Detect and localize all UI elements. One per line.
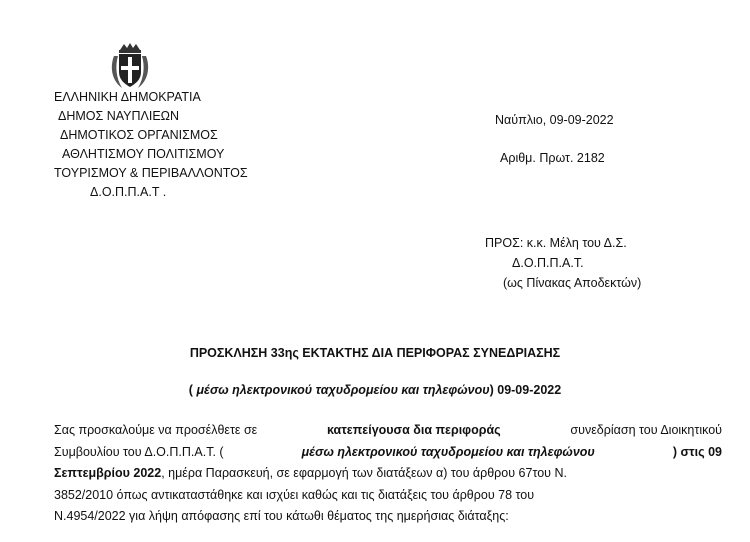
body-text: 3852/2010 όπως αντικαταστάθηκε και ισχύει καθώς και τις διατάξεις του άρθρου 78 του <box>54 487 535 502</box>
recipients-block <box>485 233 641 293</box>
body-text: Συμβουλίου του Δ.Ο.Π.Π.Α.Τ. ( <box>54 444 224 459</box>
recipients-line: ΠΡΟΣ: κ.κ. Μέλη του Δ.Σ. <box>485 236 627 250</box>
sender-block <box>54 88 248 202</box>
body-line <box>54 420 722 442</box>
body-emphasis: μέσω ηλεκτρονικού ταχυδρομείου και τηλεφώνου <box>301 444 595 459</box>
body-line <box>54 506 722 528</box>
body-text: Σας προσκαλούμε να προσέλθετε σε <box>54 423 258 437</box>
sender-line: ΕΛΛΗΝΙΚΗ ΔΗΜΟΚΡΑΤΙΑ <box>54 90 201 104</box>
body-emphasis: Σεπτεμβρίου 2022 <box>54 466 162 480</box>
sender-line: ΤΟΥΡΙΣΜΟΥ & ΠΕΡΙΒΑΛΛΟΝΤΟΣ <box>54 166 248 180</box>
body-emphasis: κατεπείγουσα δια περιφοράς <box>326 423 501 437</box>
body-emphasis: ) στις 09 <box>672 444 722 459</box>
reference-number: Αριθμ. Πρωτ. 2182 <box>500 151 605 165</box>
sender-line: ΔΗΜΟΣ ΝΑΥΠΛΙΕΩΝ <box>58 109 180 123</box>
body-text: συνεδρίαση του Διοικητικού <box>570 423 722 437</box>
recipients-line: Δ.Ο.Π.Π.Α.Τ. <box>512 256 584 270</box>
document-subtitle <box>0 383 750 397</box>
recipients-line: (ως Πίνακας Αποδεκτών) <box>503 276 642 290</box>
sender-line: ΔΗΜΟΤΙΚΟΣ ΟΡΓΑΝΙΣΜΟΣ <box>60 128 218 142</box>
subtitle-close: ) 09-09-2022 <box>489 383 562 397</box>
body-paragraph <box>54 420 722 528</box>
sender-line: ΑΘΛΗΤΙΣΜΟΥ ΠΟΛΙΤΙΣΜΟΥ <box>62 147 225 161</box>
subtitle-open: ( <box>188 383 197 397</box>
sender-line: Δ.Ο.Π.Π.Α.Τ . <box>90 185 167 199</box>
body-text: , ημέρα Παρασκευή, σε εφαρμογή των διατάξεων α) του άρθρου 67του Ν. <box>161 466 567 480</box>
place-date: Ναύπλιο, 09-09-2022 <box>495 113 614 127</box>
document-title: ΠΡΟΣΚΛΗΣΗ 33ης ΕΚΤΑΚΤΗΣ ΔΙΑ ΠΕΡΙΦΟΡΑΣ ΣΥΝΕΔΡΙΑΣΗΣ <box>189 346 561 360</box>
body-text: Ν.4954/2022 για λήψη απόφασης επί του κάτωθι θέματος της ημερήσιας διάταξης: <box>54 509 509 523</box>
body-line <box>54 463 722 485</box>
body-line <box>54 442 722 464</box>
subtitle-means: μέσω ηλεκτρονικού ταχυδρομείου και τηλεφώνου <box>196 383 490 397</box>
body-line <box>54 485 722 507</box>
greek-coat-of-arms-icon <box>108 42 152 92</box>
